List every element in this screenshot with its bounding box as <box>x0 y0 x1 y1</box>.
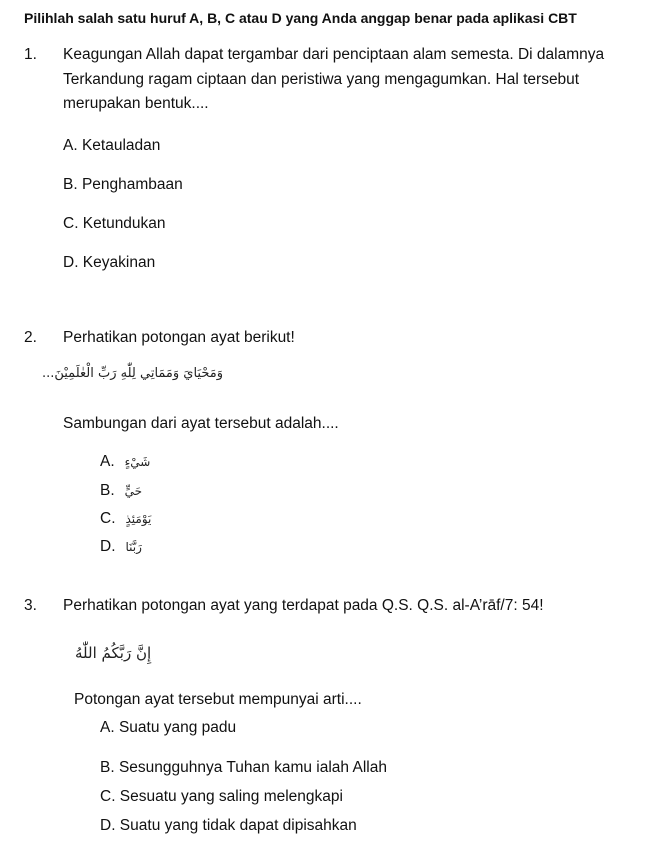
q2-option-b-letter: B. <box>100 482 115 499</box>
q1-option-b[interactable]: B. Penghambaan <box>63 176 183 193</box>
question-2-prompt: Sambungan dari ayat tersebut adalah.... <box>63 415 339 432</box>
q1-option-d[interactable]: D. Keyakinan <box>63 254 156 271</box>
q2-option-c[interactable] <box>100 510 151 528</box>
q1-option-a[interactable]: A. Ketauladan <box>63 137 161 154</box>
instructions: Pilihlah salah satu huruf A, B, C atau D yang Anda anggap benar pada aplikasi CBT <box>24 10 577 26</box>
question-1-line: merupakan bentuk.... <box>63 95 209 112</box>
q3-option-d[interactable]: D. Suatu yang tidak dapat dipisahkan <box>100 817 357 834</box>
question-3-arabic-verse: إِنَّ رَبَّكُمُ اللّٰهُ <box>75 644 152 662</box>
q2-option-b-arabic: حَيٍّ <box>124 484 143 498</box>
question-2-text: Perhatikan potongan ayat berikut! <box>63 329 295 346</box>
q1-option-c[interactable]: C. Ketundukan <box>63 215 166 232</box>
question-1-line: Keagungan Allah dapat tergambar dari penciptaan alam semesta. Di dalamnya <box>63 46 605 63</box>
question-3-text: Perhatikan potongan ayat yang terdapat pada Q.S. Q.S. al-A’rāf/7: 54! <box>63 597 544 614</box>
q2-option-d-letter: D. <box>100 538 116 555</box>
q3-option-a[interactable]: A. Suatu yang padu <box>100 719 237 736</box>
question-1-text <box>63 43 604 117</box>
question-3-number: 3. <box>24 597 37 614</box>
q2-option-a-letter: A. <box>100 453 115 470</box>
q2-option-a-arabic: شَيْءٍ <box>124 455 151 469</box>
question-1-line: Terkandung ragam ciptaan dan peristiwa yang mengagumkan. Hal tersebut <box>63 70 580 88</box>
q2-option-b[interactable] <box>100 482 142 500</box>
q2-option-c-arabic: يَوْمَئِذٍ <box>125 512 152 526</box>
q2-option-d[interactable] <box>100 538 142 556</box>
q2-option-a[interactable] <box>100 453 150 471</box>
q2-option-c-letter: C. <box>100 510 116 527</box>
question-1-number: 1. <box>24 46 37 63</box>
q3-option-b[interactable]: B. Sesungguhnya Tuhan kamu ialah Allah <box>100 759 387 776</box>
question-2-arabic-verse: وَمَحْيَايَ وَمَمَاتِي لِلّٰهِ رَبِّ الْعٰلَمِيْنَ... <box>41 366 223 381</box>
q2-option-d-arabic: رَبَّنَا <box>125 540 142 554</box>
question-2-number: 2. <box>24 329 37 346</box>
q3-option-c[interactable]: C. Sesuatu yang saling melengkapi <box>100 788 343 805</box>
question-3-prompt: Potongan ayat tersebut mempunyai arti.... <box>74 691 362 708</box>
